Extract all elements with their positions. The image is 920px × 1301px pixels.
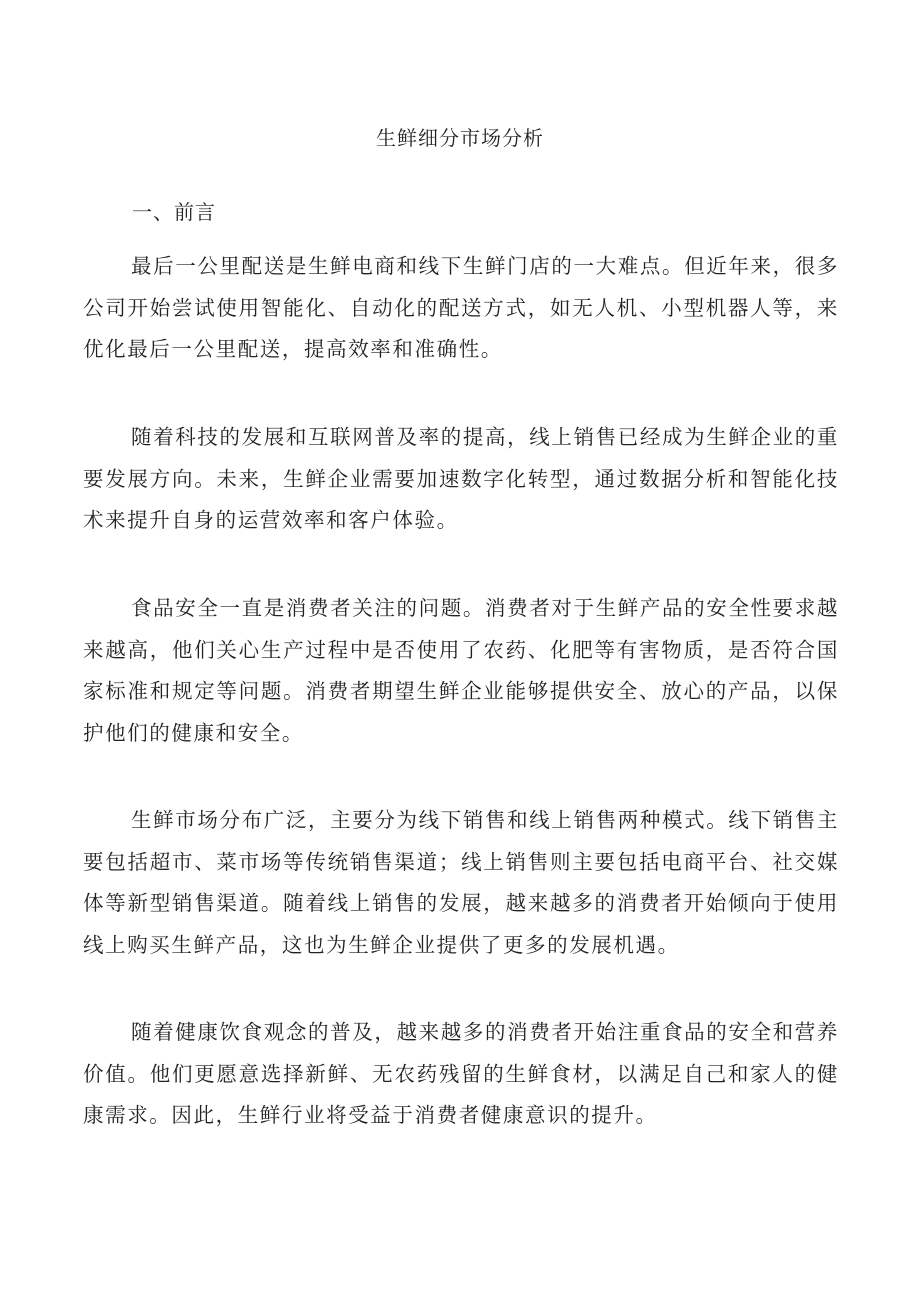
paragraph-4: 生鲜市场分布广泛，主要分为线下销售和线上销售两种模式。线下销售主要包括超市、菜市场等传统销售渠道；线上销售则主要包括电商平台、社交媒体等新型销售渠道。随着线上销售的发展，越来越多的消费者开始倾向于使用线上购买生鲜产品，这也为生鲜企业提供了更多的发展机遇。 [83,808,839,957]
paragraph-5: 随着健康饮食观念的普及，越来越多的消费者开始注重食品的安全和营养价值。他们更愿意选择新鲜、无农药残留的生鲜食材，以满足自己和家人的健康需求。因此，生鲜行业将受益于消费者健康意识的提升。 [83,1020,839,1127]
paragraph-1: 最后一公里配送是生鲜电商和线下生鲜门店的一大难点。但近年来，很多公司开始尝试使用智能化、自动化的配送方式，如无人机、小型机器人等，来优化最后一公里配送，提高效率和准确性。 [83,254,839,361]
document-title: 生鲜细分市场分析 [376,126,544,150]
section-heading: 一、前言 [132,200,216,224]
paragraph-2: 随着科技的发展和互联网普及率的提高，线上销售已经成为生鲜企业的重要发展方向。未来，生鲜企业需要加速数字化转型，通过数据分析和智能化技术来提升自身的运营效率和客户体验。 [83,425,839,532]
paragraph-3: 食品安全一直是消费者关注的问题。消费者对于生鲜产品的安全性要求越来越高，他们关心生产过程中是否使用了农药、化肥等有害物质，是否符合国家标准和规定等问题。消费者期望生鲜企业能够提供安全、放心的产品，以保护他们的健康和安全。 [83,596,839,745]
